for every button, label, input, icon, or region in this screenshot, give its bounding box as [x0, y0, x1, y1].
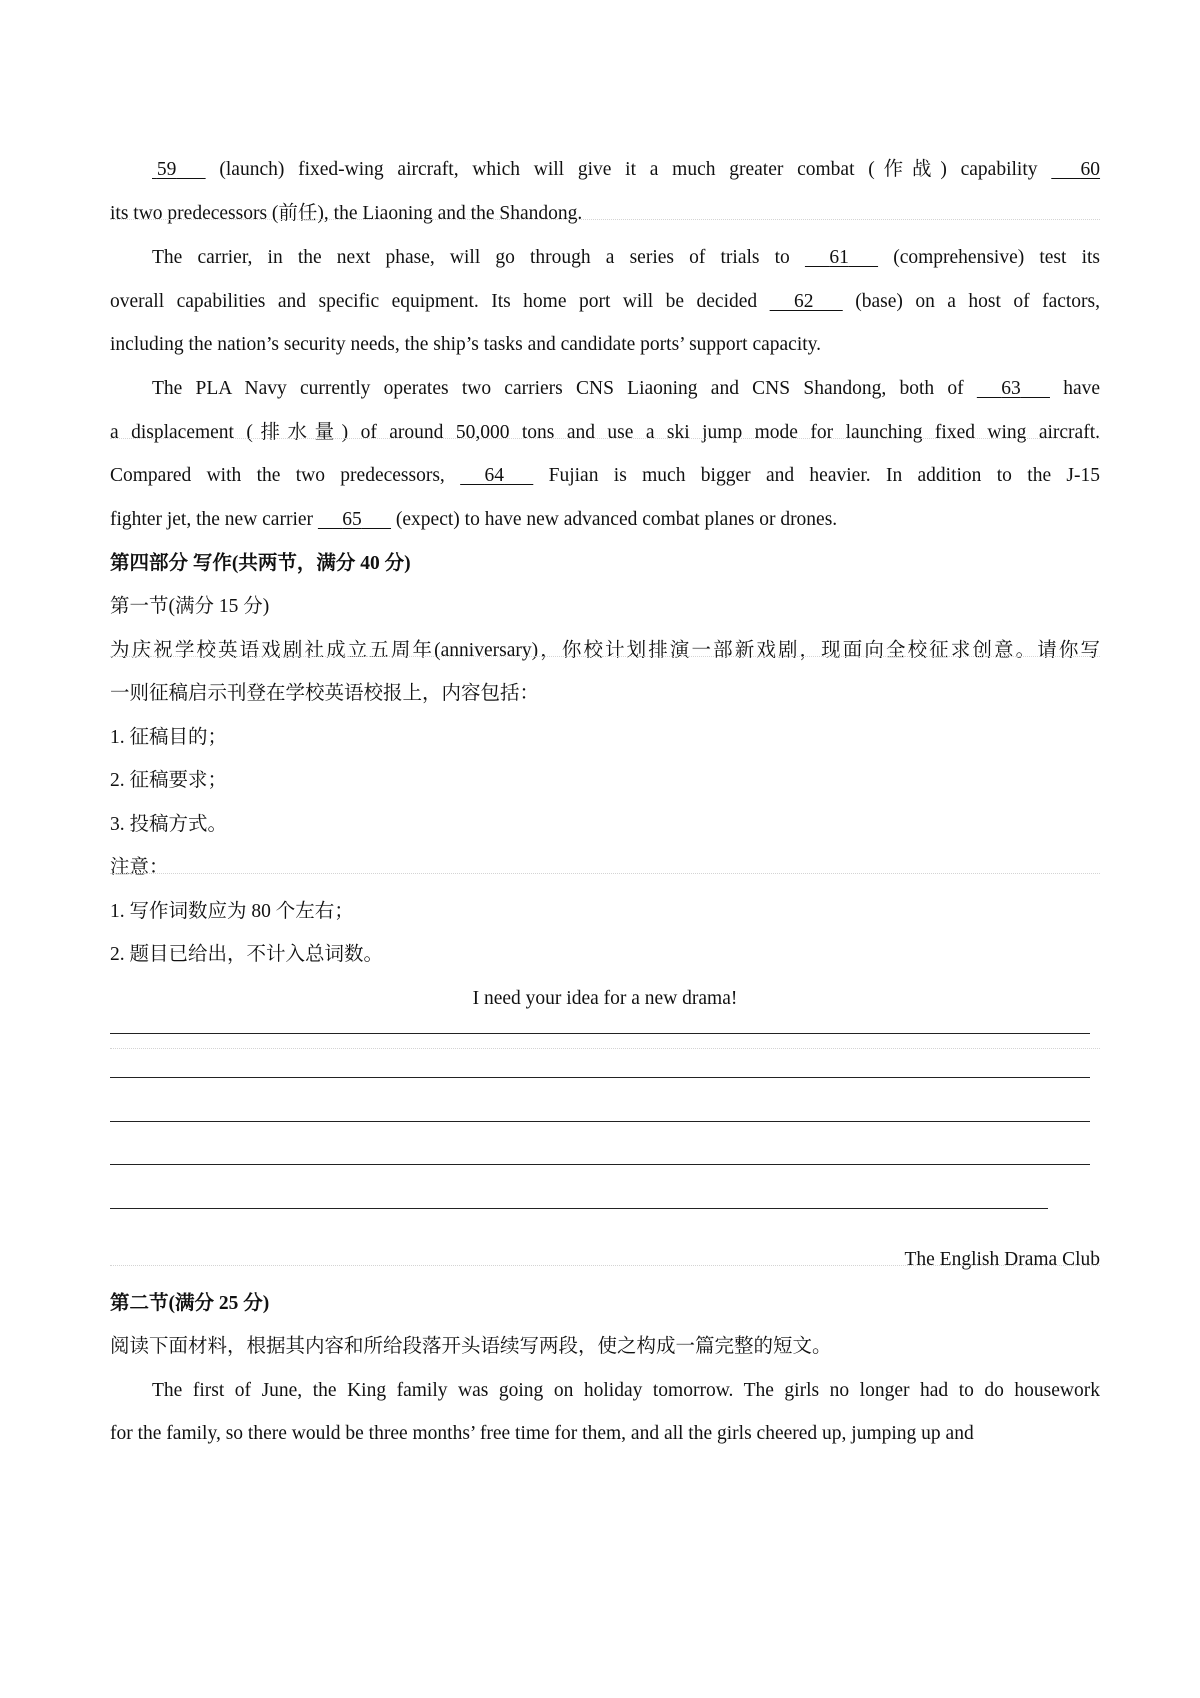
- passage-line-9: fighter jet, the new carrier 65 (expect) to have new advanced combat planes or drones.: [110, 505, 1100, 535]
- passage-line-5: including the nation’s security needs, the ship’s tasks and candidate ports’ support capacity.: [110, 334, 822, 355]
- passage-line-8: Compared with the two predecessors, 64 Fujian is much bigger and heavier. In addition to the J-15: [110, 461, 1100, 491]
- dotted-separator: [110, 656, 1100, 657]
- section-two-title: 第二节(满分 25 分): [110, 1293, 270, 1314]
- content-item-1: 1. 征稿目的；: [110, 727, 228, 748]
- writing-prompt-line-2: 一则征稿启示刊登在学校英语校报上，内容包括：: [110, 683, 540, 704]
- dotted-separator: [110, 438, 1100, 439]
- dotted-separator: [110, 1048, 1100, 1049]
- story-line-1: The first of June, the King family was going on holiday tomorrow. The girls no longer had to do housework: [152, 1380, 1100, 1401]
- passage-line-4: overall capabilities and specific equipment. Its home port will be decided 62 (base) on a host of factors,: [110, 287, 1100, 317]
- blank-61[interactable]: 61: [829, 247, 849, 268]
- note-1: 1. 写作词数应为 80 个左右；: [110, 901, 354, 922]
- passage-line-2: its two predecessors (前任), the Liaoning and the Shandong.: [110, 203, 583, 224]
- part-four-title: 第四部分 写作(共两节，满分 40 分): [110, 553, 411, 574]
- answer-line-3[interactable]: [110, 1121, 1090, 1122]
- section-two-instruction: 阅读下面材料，根据其内容和所给段落开头语续写两段，使之构成一篇完整的短文。: [110, 1336, 832, 1357]
- content-item-3: 3. 投稿方式。: [110, 814, 228, 835]
- dotted-separator: [110, 1265, 1100, 1266]
- blank-60[interactable]: 60: [1080, 159, 1101, 180]
- notes-title: 注意：: [110, 857, 169, 878]
- passage-line-1: 59 (launch) fixed-wing aircraft, which will give it a much greater combat (作战) capability 60: [110, 155, 1100, 185]
- answer-line-5[interactable]: [110, 1208, 1048, 1209]
- blank-64[interactable]: 64: [484, 465, 505, 486]
- writing-prompt-line-1: 为庆祝学校英语戏剧社成立五周年(anniversary)，你校计划排演一部新戏剧，现面向全校征求创意。请你写: [110, 640, 1100, 661]
- blank-63[interactable]: 63: [1001, 378, 1021, 399]
- answer-line-1[interactable]: [110, 1033, 1090, 1034]
- passage-line-3: The carrier, in the next phase, will go through a series of trials to 61 (comprehensive) test its: [110, 243, 1100, 273]
- blank-65[interactable]: 65: [342, 509, 362, 530]
- blank-59[interactable]: 59: [156, 159, 177, 180]
- note-2: 2. 题目已给出，不计入总词数。: [110, 944, 384, 965]
- essay-title: I need your idea for a new drama!: [472, 988, 738, 1009]
- answer-line-4[interactable]: [110, 1164, 1090, 1165]
- passage-line-7: a displacement (排水量) of around 50,000 tons and use a ski jump mode for launching fixed wing aircraft.: [110, 422, 1100, 443]
- content-item-2: 2. 征稿要求；: [110, 770, 228, 791]
- dotted-separator: [110, 873, 1100, 874]
- story-line-2: for the family, so there would be three months’ free time for them, and all the girls cheered up, jumping up and: [110, 1423, 974, 1444]
- blank-62[interactable]: 62: [794, 291, 814, 312]
- passage-line-6: The PLA Navy currently operates two carriers CNS Liaoning and CNS Shandong, both of 63 have: [110, 374, 1100, 404]
- signature: The English Drama Club: [904, 1249, 1100, 1270]
- dotted-separator: [110, 219, 1100, 220]
- answer-line-2[interactable]: [110, 1077, 1090, 1078]
- section-one-title: 第一节(满分 15 分): [110, 596, 270, 617]
